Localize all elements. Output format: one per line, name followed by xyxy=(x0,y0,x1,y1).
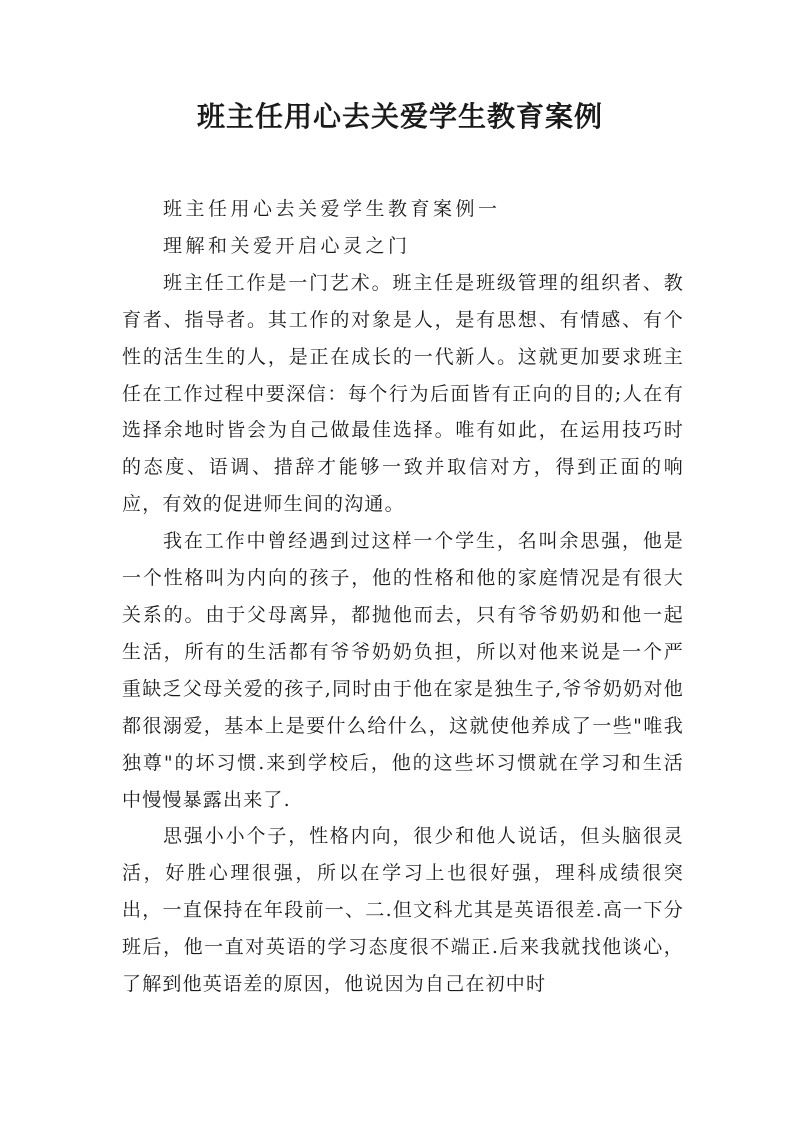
document-subtitle: 班主任用心去关爱学生教育案例一 xyxy=(163,198,501,220)
document-body xyxy=(122,191,684,1003)
paragraph-3: 思强小小个子，性格内向，很少和他人说话，但头脑很灵活，好胜心理很强，所以在学习上也很好强，理科成绩很突出，一直保持在年段前一、二.但文科尤其是英语很差.高一下分班后，他一直对英语的学习态度很不端正.后来我就找他谈心，了解到他英语差的原因，他说因为自己在初中时 xyxy=(122,825,684,996)
paragraph-1: 班主任工作是一门艺术。班主任是班级管理的组织者、教育者、指导者。其工作的对象是人，是有思想、有情感、有个性的活生生的人，是正在成长的一代新人。这就更加要求班主任在工作过程中要深信：每个行为后面皆有正向的目的;人在有选择余地时皆会为自己做最佳选择。唯有如此，在运用技巧时的态度、语调、措辞才能够一致并取信对方，得到正面的响应，有效的促进师生间的沟通。 xyxy=(122,271,684,516)
paragraph-2: 我在工作中曾经遇到过这样一个学生，名叫余思强，他是一个性格叫为内向的孩子，他的性格和他的家庭情况是有很大关系的。由于父母离异，都抛他而去，只有爷爷奶奶和他一起生活，所有的生活都有爷爷奶奶负担，所以对他来说是一个严重缺乏父母关爱的孩子,同时由于他在家是独生子,爷爷奶奶对他都很溺爱，基本上是要什么给什么，这就使他养成了一些"唯我独尊"的坏习惯.来到学校后，他的这些坏习惯就在学习和生活中慢慢暴露出来了. xyxy=(122,530,684,811)
document-title: 班主任用心去关爱学生教育案例 xyxy=(196,100,603,133)
section-heading: 理解和关爱开启心灵之门 xyxy=(163,234,411,257)
